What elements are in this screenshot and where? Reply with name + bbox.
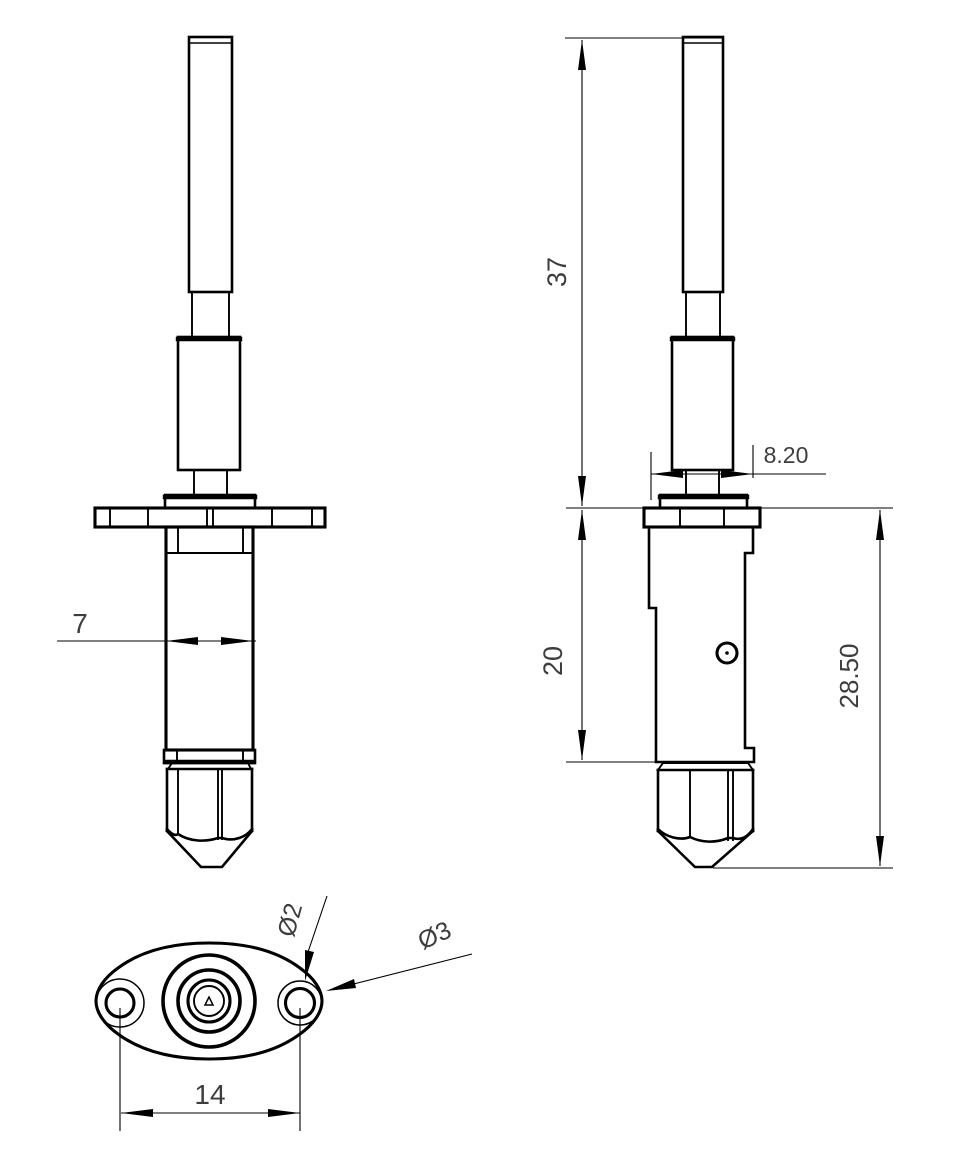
bottom-view	[96, 943, 322, 1059]
dim-block-width	[57, 608, 256, 645]
front-filament-tube	[189, 37, 232, 292]
front-flange	[95, 508, 325, 527]
arrowhead-down	[876, 836, 884, 866]
leader-line	[307, 896, 327, 955]
dim-nozzle-assembly-height	[713, 510, 893, 868]
dim-hole-spacing	[120, 1008, 300, 1131]
side-hole-center-dot	[725, 651, 729, 655]
bottom-flange-outline	[96, 943, 322, 1059]
side-filament-tube	[683, 37, 723, 292]
side-view	[644, 37, 760, 867]
front-lower-neck	[194, 470, 227, 495]
dim-overall-height	[542, 38, 722, 506]
front-upper-block	[178, 337, 240, 470]
arrowhead-left	[166, 637, 198, 645]
arrowhead-left	[121, 1109, 153, 1117]
side-nozzle	[658, 763, 753, 867]
side-upper-neck	[686, 292, 720, 337]
front-nozzle	[167, 763, 252, 867]
side-upper-block	[672, 337, 733, 470]
dim-heatsink-height-label: 20	[538, 645, 568, 677]
front-upper-neck	[192, 292, 229, 337]
dim-counterbore-diameter	[326, 916, 472, 991]
dim-body-depth	[651, 442, 826, 500]
front-nut-chamfer-arcs	[167, 829, 252, 841]
front-heater-body	[166, 527, 253, 750]
side-nut-chamfer-arcs	[658, 829, 753, 842]
front-view	[95, 37, 325, 867]
arrowhead-left	[651, 470, 683, 478]
arrowhead-right	[721, 470, 753, 478]
side-flange	[644, 508, 760, 527]
dim-overall-height-label: 37	[542, 256, 572, 288]
dim-heatsink-height	[538, 510, 657, 762]
dim-hole-diameter-label: Ø2	[272, 900, 309, 940]
arrowhead-up	[578, 510, 586, 540]
side-heater-body	[649, 527, 754, 762]
arrowhead-right	[221, 637, 253, 645]
arrowhead-down	[578, 730, 586, 760]
arrowhead-up	[578, 40, 586, 70]
arrowhead-right	[268, 1109, 300, 1117]
dim-hole-spacing-label: 14	[194, 1079, 226, 1110]
bottom-nozzle-tip-circle	[194, 986, 224, 1016]
arrowhead-up	[876, 510, 884, 540]
dim-body-depth-label: 8.20	[763, 442, 809, 468]
dim-counterbore-diameter-label: Ø3	[413, 916, 456, 956]
bottom-nozzle-orifice-mark	[205, 997, 213, 1005]
dimensions	[57, 38, 893, 1131]
dim-nozzle-assembly-height-label: 28.50	[834, 643, 864, 709]
dim-block-width-label: 7	[72, 608, 88, 639]
arrowhead	[326, 979, 356, 991]
arrowhead-down	[578, 476, 586, 506]
